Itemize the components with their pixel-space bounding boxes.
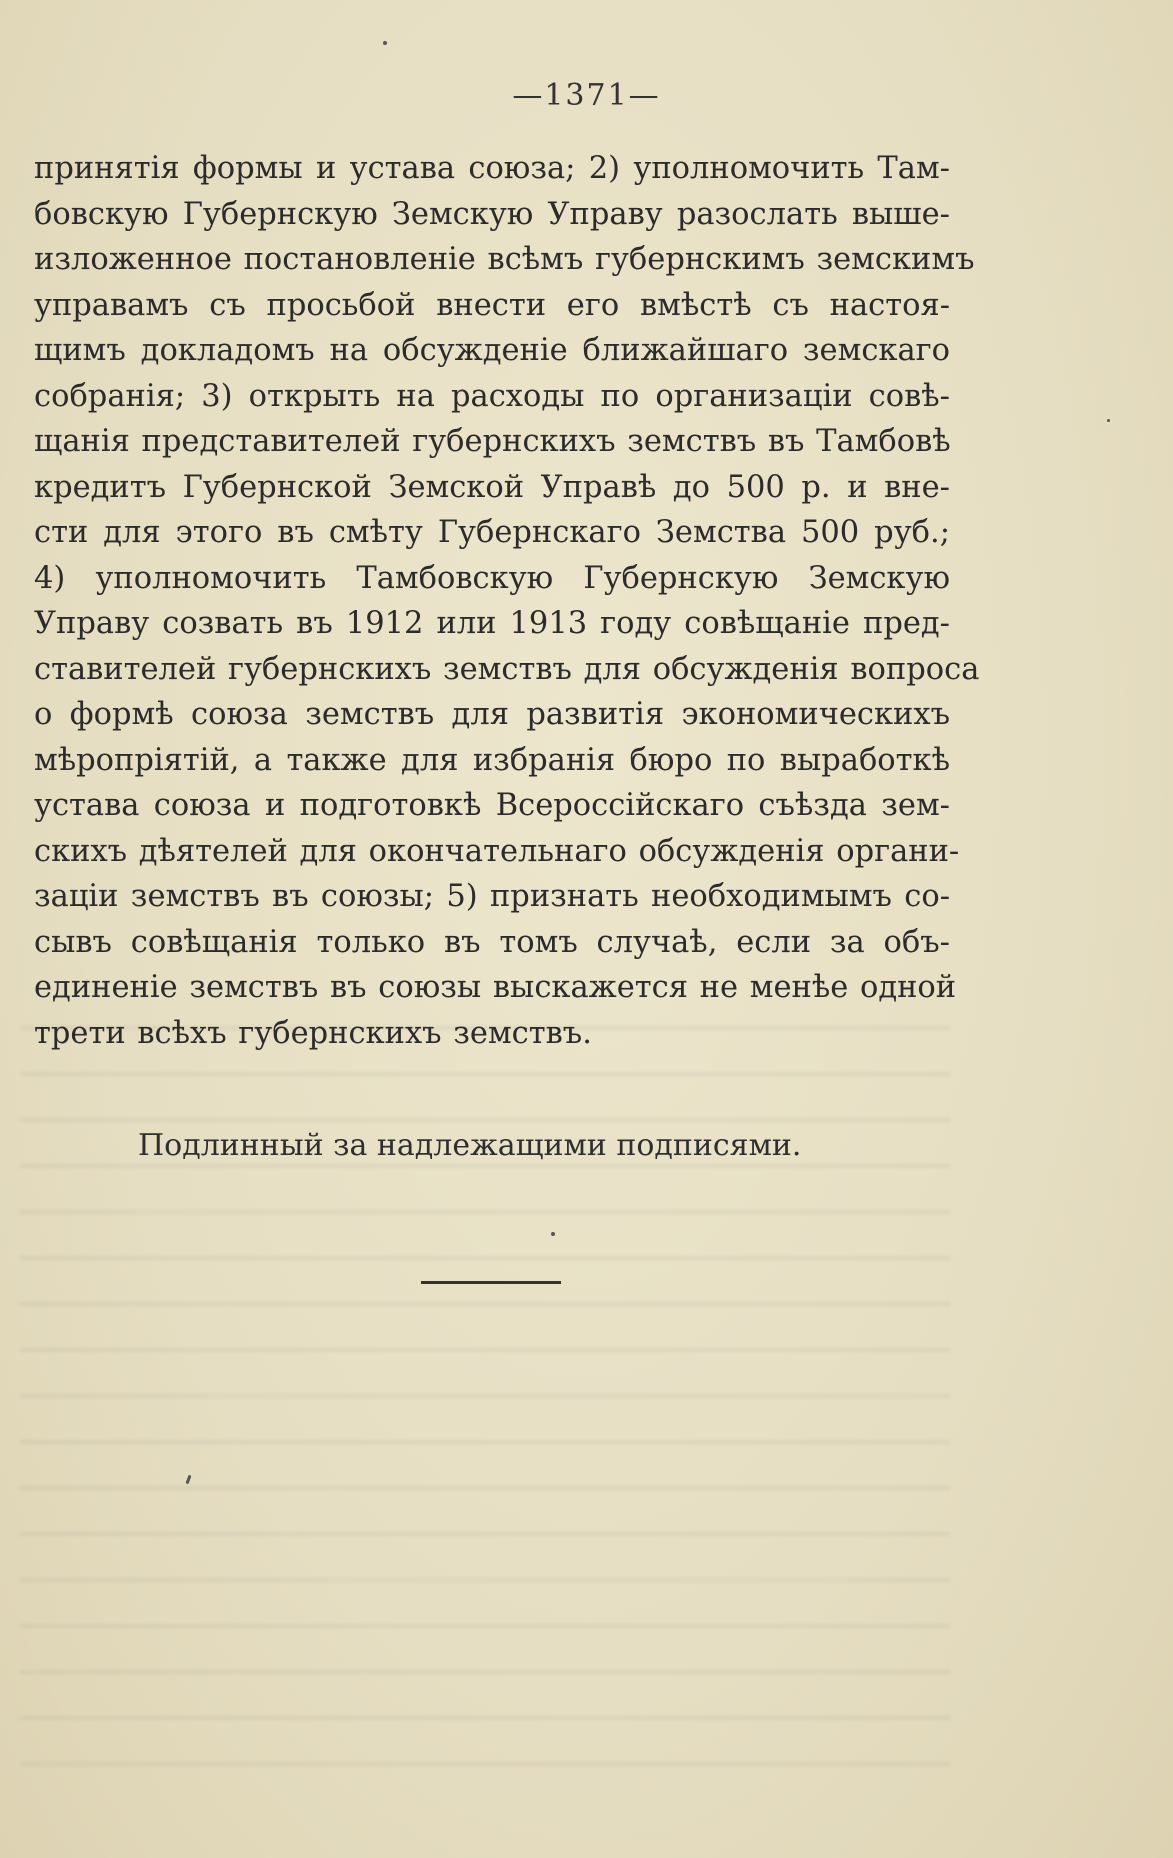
signature-note: Подлинный за надлежащими подписями.	[138, 1128, 802, 1163]
text-line: Управу созвать въ 1912 или 1913 году совѣщаніе пред-	[34, 606, 950, 641]
text-line: мѣропріятій, а также для избранія бюро по выработкѣ	[34, 742, 950, 778]
text-line: щанія представителей губернскихъ земствъ въ Тамбовѣ	[34, 424, 951, 459]
ink-speck	[1107, 419, 1110, 422]
text-line: о формѣ союза земствъ для развитія экономическихъ	[34, 697, 950, 732]
body-paragraph	[34, 146, 980, 1056]
ink-speck	[383, 41, 387, 45]
text-line: изложенное постановленіе всѣмъ губернскимъ земскимъ	[34, 242, 975, 277]
show-through-bleed	[20, 1000, 950, 1780]
text-line: кредитъ Губернской Земской Управѣ до 500 р. и вне-	[34, 469, 950, 505]
text-line: собранія; 3) открыть на расходы по организаціи совѣ-	[34, 378, 950, 414]
text-line: трети всѣхъ губернскихъ земствъ.	[34, 1015, 592, 1051]
text-line: ставителей губернскихъ земствъ для обсужденія вопроса	[34, 651, 980, 687]
text-line: щимъ докладомъ на обсужденіе ближайшаго земскаго	[34, 333, 950, 368]
text-line: управамъ съ просьбой внести его вмѣстѣ съ настоя-	[34, 287, 950, 323]
text-line: бовскую Губернскую Земскую Управу разослать выше-	[34, 196, 950, 232]
ink-speck	[551, 1232, 555, 1236]
text-line: единеніе земствъ въ союзы выскажется не менѣе одной	[34, 970, 957, 1005]
text-line: заціи земствъ въ союзы; 5) признать необходимымъ со-	[34, 879, 950, 914]
text-line: сывъ совѣщанія только въ томъ случаѣ, если за объ-	[34, 924, 950, 960]
text-line: скихъ дѣятелей для окончательнаго обсужденія органи-	[34, 833, 960, 869]
text-line: 4) уполномочить Тамбовскую Губернскую Земскую	[34, 560, 950, 596]
page-number: —1371—	[512, 78, 661, 113]
text-line: сти для этого въ смѣту Губернскаго Земства 500 руб.;	[34, 515, 950, 550]
closing-rule	[421, 1281, 561, 1284]
text-line: устава союза и подготовкѣ Всероссійскаго съѣзда зем-	[34, 788, 950, 823]
text-line: принятія формы и устава союза; 2) уполномочить Там-	[34, 151, 950, 186]
